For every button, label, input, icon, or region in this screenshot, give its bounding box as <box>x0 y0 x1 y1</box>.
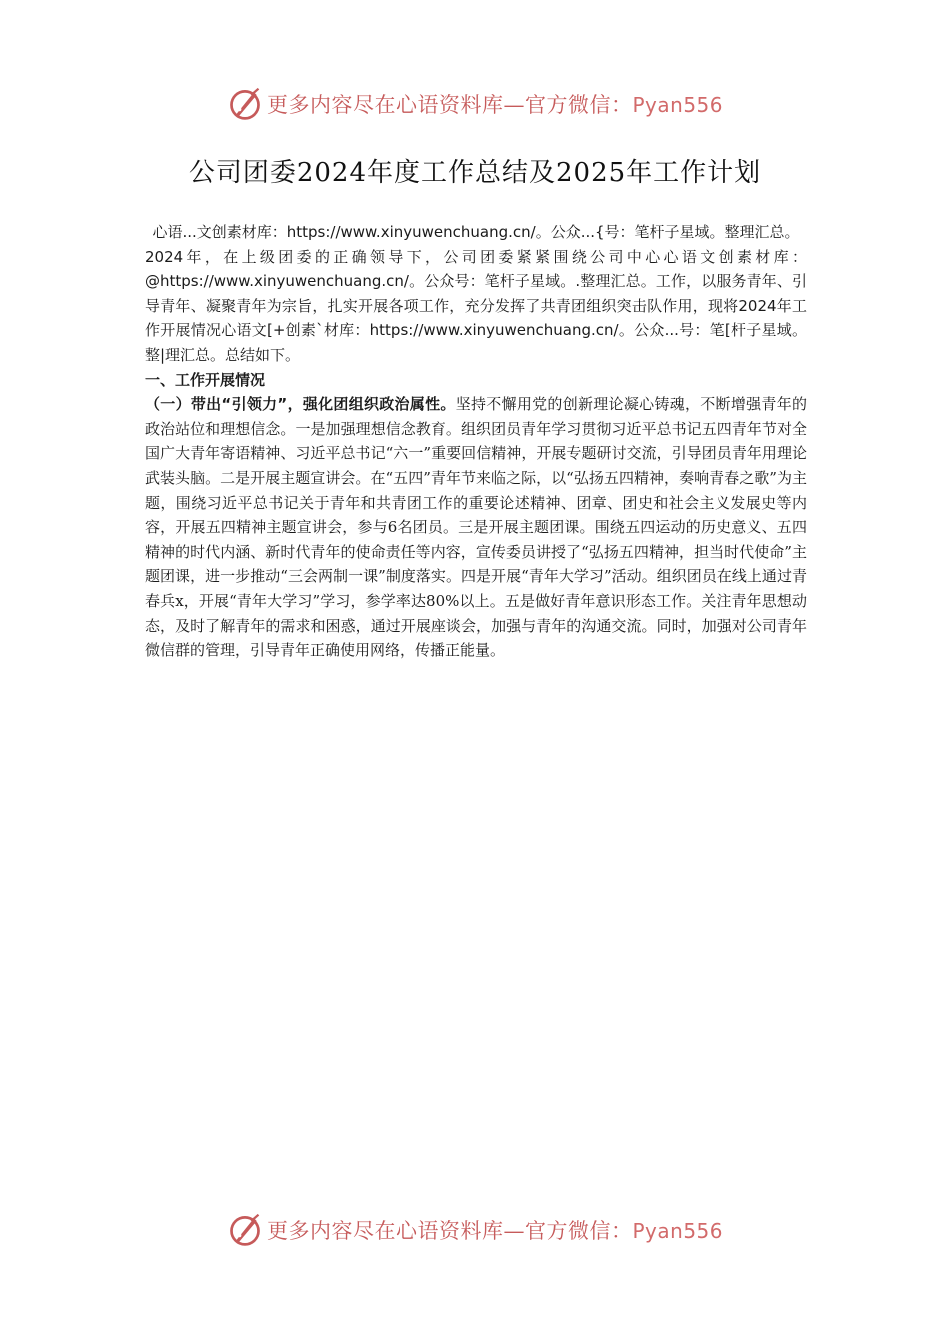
wechat-id: Pyan556 <box>632 93 723 117</box>
watermark-text: 更多内容尽在心语资料库—官方微信：Pyan556 <box>266 93 723 117</box>
document-body <box>145 220 807 663</box>
source-line: 心语...文创素材库：https://www.xinyuwenchuang.cn/。公众...{号：笔杆子星域。整理汇总。 <box>152 223 800 241</box>
subsection-lead: （一）带出“引领力”，强化团组织政治属性。 <box>145 395 456 414</box>
header-watermark-banner <box>0 84 950 124</box>
wechat-id: Pyan556 <box>632 1219 723 1243</box>
section-heading: 一、工作开展情况 <box>145 370 266 389</box>
intro-paragraph: 2024年，在上级团委的正确领导下，公司团委紧紧围绕公司中心心语文创素材库：@https://www.xinyuwenchuang.cn/。公众号：笔杆子星域。.整理汇总。工作，以服务青年、引导青年、凝聚青年为宗旨，扎实开展各项工作，充分发挥了共青团组织突击队作用，现将2024年工作开展情况心语文[+创素`材库：https://www.xinyuwenchuang.cn/。公众...号：笔[杆子星域。整|理汇总。总结如下。 <box>145 247 807 364</box>
watermark-text: 更多内容尽在心语资料库—官方微信：Pyan556 <box>266 1219 723 1243</box>
document-title: 公司团委2024年度工作总结及2025年工作计划 <box>188 158 762 188</box>
subsection-text: 坚持不懈用党的创新理论凝心铸魂，不断增强青年的政治站位和理想信念。一是加强理想信念教育。组织团员青年学习贯彻习近平总书记五四青年节对全国广大青年寄语精神、习近平总书记“六一”重要回信精神，开展专题研讨交流，引导团员青年用理论武装头脑。二是开展主题宣讲会。在“五四”青年节来临之际，以“弘扬五四精神，奏响青春之歌”为主题，围绕习近平总书记关于青年和共青团工作的重要论述精神、团章、团史和社会主义发展史等内容，开展五四精神主题宣讲会，参与6名团员。三是开展主题团课。围绕五四运动的历史意义、五四精神的时代内涵、新时代青年的使命责任等内容，宣传委员讲授了“弘扬五四精神，担当时代使命”主题团课，进一步推动“三会两制一课”制度落实。四是开展“青年大学习”活动。组织团员在线上通过青春兵x，开展“青年大学习”学习，参学率达80%以上。五是做好青年意识形态工作。关注青年思想动态，及时了解青年的需求和困惑，通过开展座谈会，加强与青年的沟通交流。同时，加强对公司青年微信群的管理，引导青年正确使用网络，传播正能量。 <box>145 395 807 660</box>
quill-logo-icon <box>227 1212 263 1248</box>
footer-watermark-banner <box>0 1210 950 1250</box>
subsection-paragraph <box>145 392 807 663</box>
quill-logo-icon <box>227 86 263 122</box>
